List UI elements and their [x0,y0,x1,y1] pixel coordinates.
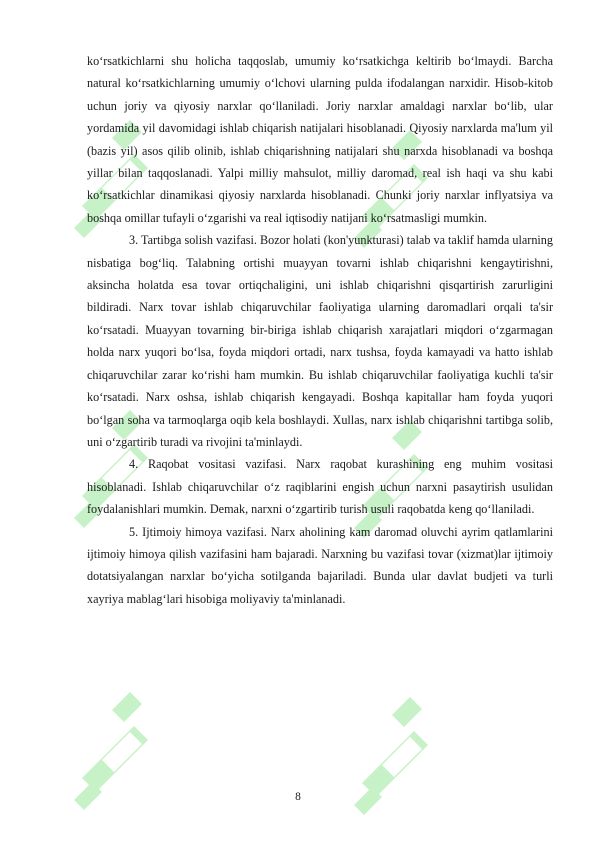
paragraph-social-protection-function: 5. Ijtimoiy himoya vazifasi. Narx aholining kam daromad oluvchi ayrim qatlamlarini ijtimoiy himoya qilish vazifasini ham bajaradi. Narxning bu vazifasi tovar (xizmat)lar ijtimoiy dotatsiyalangan narxlar bo‘yicha sotilganda bajariladi. Bunda ular davlat budjeti va turli xayriya mablag‘lari hisobiga moliyaviy ta'minlanadi. [87,524,553,606]
paragraph-continuation: ko‘rsatkichlarni shu holicha taqqoslab, umumiy ko‘rsatkichga keltirib bo‘lmaydi. Barcha natural ko‘rsatkichlarning umumiy o‘lchovi ularning pulda ifodalangan narxidir. Hisob-kitob uchun joriy va qiyosiy narxlar qo‘llaniladi. Joriy narxlar amaldagi narxlar bo‘lib, ular yordamida yil davomidagi ishlab chiqarish natijalari hisoblanadi. Qiyosiy narxlarda ma'lum yil (bazis yil) asos qilib olinib, ishlab chiqarishning natijalari shu narxda hisoblanadi va boshqa yillar bilan taqqoslanadi. Yalpi milliy mahsulot, milliy daromad, real ish haqi va shu kabi ko‘rsatkichlar dinamikasi qiyosiy narxlarda hisoblanadi. Chunki joriy narxlar inflyatsiya va boshqa omillar tufayli o‘zgarishi va real iqtisodiy natijani ko‘rsatmasligi mumkin. [87,54,553,225]
page-body [87,50,553,610]
page-number: 8 [295,791,301,803]
paragraph-regulation-function: 3. Tartibga solish vazifasi. Bozor holati (kon'yunkturasi) talab va taklif hamda ularning nisbatiga bog‘liq. Talabning ortishi muayyan tovarni ishlab chiqarishni kengaytirishni, aksincha holatda esa tovar ortiqchaligini, uni ishlab chiqarishni qisqartirish zarurligini bildiradi. Narx tovar ishlab chiqaruvchilar faoliyatiga ularning daromadlari orqali ta'sir ko‘rsatadi. Muayyan tovarning bir-biriga ishlab chiqarish xarajatlari miqdori o‘zgarmagan holda narx yuqori bo‘lsa, foyda miqdori ortadi, narx tushsa, foyda kamayadi va hatto ishlab chiqaruvchilar zarar ko‘rishi ham mumkin. Bu ishlab chiqaruvchilar faoliyatiga kuchli ta'sir ko‘rsatadi. Narx oshsa, ishlab chiqarish kengayadi. Boshqa kapitallar ham foyda yuqori bo‘lgan soha va tarmoqlarga oqib kela boshlaydi. Xullas, narx ishlab chiqarishni tartibga solib, uni o‘zgartirib turadi va rivojini ta'minlaydi. [87,233,553,449]
paragraph-competition-function: 4. Raqobat vositasi vazifasi. Narx raqobat kurashining eng muhim vositasi hisoblanadi. Ishlab chiqaruvchilar o‘z raqiblarini engish uchun narxni pasaytirish usulidan foydalanishlari mumkin. Demak, narxni o‘zgartirib turish usuli raqobatda keng qo‘llaniladi. [87,457,553,517]
